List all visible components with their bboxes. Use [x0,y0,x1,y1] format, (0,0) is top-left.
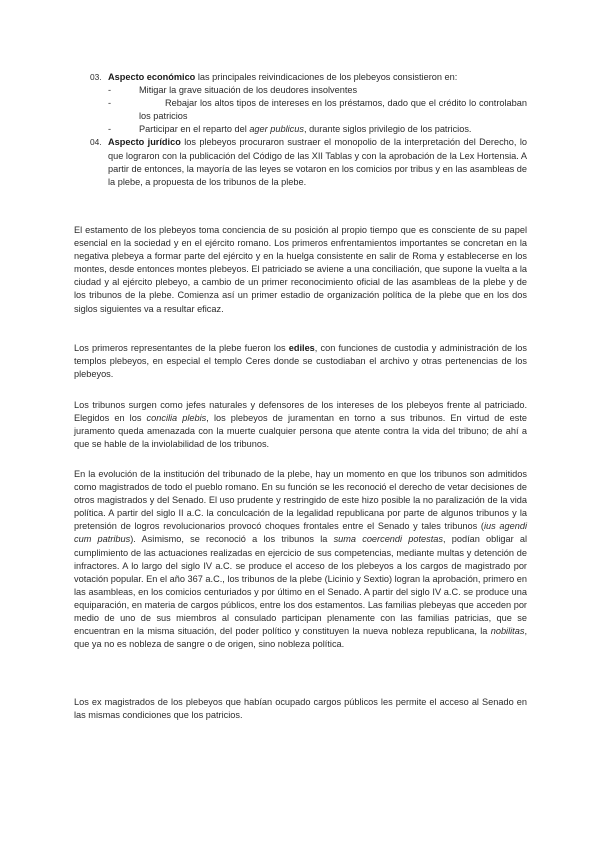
item-number: 03. [90,72,102,82]
paragraph-ex-magistrates: Los ex magistrados de los plebeyos que habían ocupado cargos públicos les permite el acceso al Senado en las mismas condiciones que los patricios. [74,697,527,721]
text-run: Los tribunos surgen como jefes naturales y defensores de los intereses de los plebeyos frente al patriciado. Elegidos en los [74,400,527,424]
paragraph-plebeian-estate: El estamento de los plebeyos toma conciencia de su posición al propio tiempo que es consciente de su papel esencial en la sociedad y en el ejército romano. Los primeros enfrentamientos importantes se concretan en la negativa plebeya a formar parte del ejército y en la huelga consistente en salir de Roma y establecerse en los montes, desde entonces montes plebeyos. El patriciado se aviene a una conciliación, que supone la vuelta a la ciudad y al ejército plebeyo, a cambio de un primer reconocimiento oficial de las asambleas de la plebe y de los tribunos de la plebe. Comienza así un primer estadio de organización política de la plebe que en los dos siglos siguientes va a resultar eficaz. [74,225,527,314]
sub-item [90,97,527,123]
sub-item-text: , durante siglos privilegio de los patricios. [303,124,472,135]
text-run: En la evolución de la institución del tribunado de la plebe, hay un momento en que los tribunos son admitidos como magistrados de todo el pueblo romano. En su función se les reconoció el derecho de vetar decisiones de otros magistrados y del Senado. El uso prudente y restringido de este hizo posible la no paralización de la vida política. A partir del siglo II a.C. la conculcación de la legalidad republicana por parte de algunos tribunos y la pretensión de logros revolucionarios provocó choques frontales entre el Senado y tales tribunos ( [74,469,527,532]
list-item-economic [90,71,527,84]
italic-term: concilia plebis [146,413,207,424]
text-run: , con funciones de custodia y administración de los templos plebeyos, en especial el templo Ceres donde se custodiaban el archivo y otras pertenencias de los plebeyos. [74,343,527,380]
sub-item-text: Mitigar la grave situación de los deudores insolventes [139,85,358,96]
sub-item-text: Participar en el reparto del [139,124,250,135]
numbered-list [90,71,527,189]
text-run: , podían obligar al cumplimiento de las actuaciones realizadas en ejercicio de sus competencias, mediante multas y detención de infractores. A lo largo del siglo IV a.C. se produce el acceso de los plebeyos a los cargos de magistrado por votación popular. En el año 367 a.C., los tribunos de la plebe (Licinio y Sextio) logran la aprobación, primero en las asambleas, en los comicios centuriados y por último en el Senado. A partir del siglo IV a.C. se produce una equiparación, en materia de cargos públicos, entre los dos estamentos. Las familias plebeyas que acceden por medio de uno de sus miembros al consulado participan plenamente con las familias patricias, que se encuentran en la misma situación, del poder político y constituyen la nueva nobleza republicana, la [74,534,527,637]
sub-item-italic: ager publicus [249,124,304,135]
paragraph-tribunate-evolution [74,468,527,651]
list-item-legal [90,136,527,188]
sub-item [90,123,527,136]
paragraph-tribunes [74,399,527,451]
paragraph-aediles [74,342,527,381]
item-text: los plebeyos procuraron sustraer el monopolio de la interpretación del Derecho, lo que lograron con la publicación del Código de las XII Tablas y con la aprobación de la Lex Hortensia. A partir de entonces, la mayoría de las leyes se votaron en los comicios por tribus y en las asambleas de la plebe, a propuesta de los tribunos de la plebe. [108,137,527,187]
italic-term: ius agendi cum patribus [74,521,528,545]
italic-term: nobilitas [490,626,525,637]
sub-item [90,84,527,97]
text-run: , que ya no es nobleza de sangre o de origen, sino nobleza política. [74,626,527,650]
text-run: ). Asimismo, se reconoció a los tribunos la [130,534,334,545]
dash-bullet: - [108,98,112,109]
item-title: Aspecto jurídico [108,137,181,148]
item-text: las principales reivindicaciones de los plebeyos consistieron en: [195,72,458,82]
bold-term: ediles [288,343,315,353]
italic-term: suma coercendi potestas [333,534,443,545]
item-number: 04. [90,137,102,148]
dash-bullet: - [108,85,112,96]
dash-bullet: - [108,124,112,135]
item-title: Aspecto económico [108,72,196,82]
text-run: , los plebeyos de juramentan en torno a sus tribunos. En virtud de este juramento queda amenazada con la muerte cualquier persona que atente contra la vida del tribuno; de ahí a que se hable de la inviolabilidad de los tribunos. [74,413,527,450]
text-run: Los primeros representantes de la plebe fueron los [74,343,289,353]
sub-item-text: Rebajar los altos tipos de intereses en los préstamos, dado que el crédito lo controlaban los patricios [139,98,527,122]
